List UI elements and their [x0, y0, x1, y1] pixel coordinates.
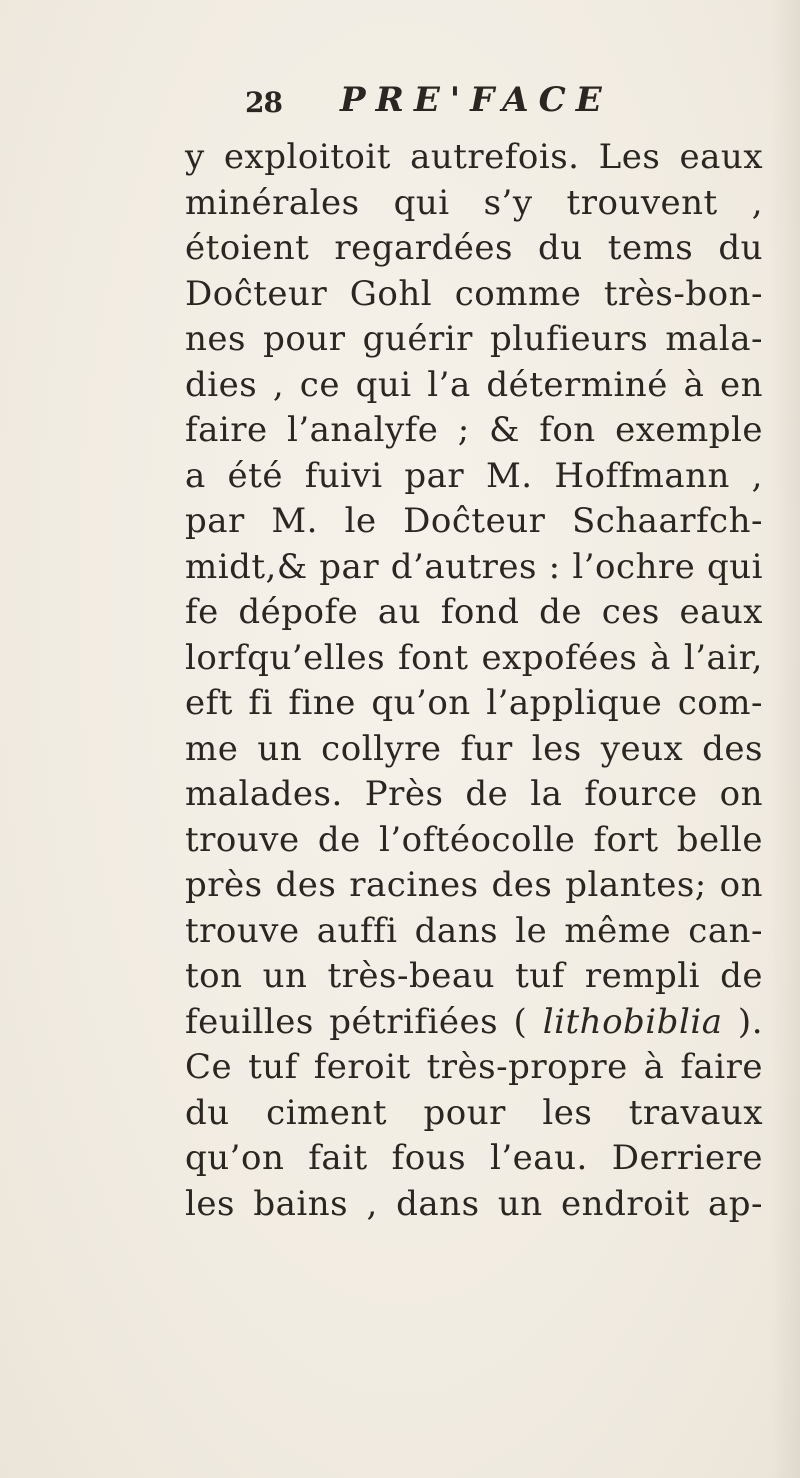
- text-line: dies , ce qui l’a déterminé à en: [185, 364, 763, 405]
- text-line: par M. le Doĉteur Schaarfch-: [185, 501, 763, 541]
- text-line: lorfqu’elles font expofées à l’air,: [185, 637, 763, 678]
- text-line: faire l’analyfe ; & fon exemple: [185, 410, 763, 450]
- italic-term: lithobiblia: [542, 1001, 723, 1042]
- text-segment: feuilles pétrifiées (: [185, 1001, 543, 1042]
- text-line: Doĉteur Gohl comme très-bon-: [185, 273, 763, 314]
- page-header: [245, 78, 645, 128]
- page-number: 28: [245, 86, 282, 119]
- text-line: étoient regardées du tems du: [185, 228, 763, 268]
- text-line: y exploitoit autrefois. Les eaux: [185, 137, 763, 177]
- text-line-with-italic: [185, 1000, 763, 1046]
- text-line: a été fuivi par M. Hoffmann ,: [185, 455, 763, 496]
- text-line: malades. Près de la fource on: [185, 774, 763, 814]
- text-line: nes pour guérir plufieurs mala-: [185, 319, 763, 359]
- text-line: fe dépofe au fond de ces eaux: [185, 592, 763, 632]
- text-line: trouve auffi dans le même can-: [185, 910, 763, 951]
- text-line: me un collyre fur les yeux des: [185, 728, 763, 769]
- text-line: midt,& par d’autres : l’ochre qui: [185, 546, 763, 587]
- text-line: minérales qui s’y trouvent ,: [185, 182, 763, 223]
- text-line: ton un très-beau tuf rempli de: [185, 956, 763, 996]
- text-line: trouve de l’oftéocolle fort belle: [185, 819, 763, 860]
- text-line: les bains , dans un endroit ap-: [185, 1183, 763, 1224]
- text-line: qu’on fait fous l’eau. Derriere: [185, 1138, 763, 1178]
- text-segment: ).: [722, 1001, 763, 1042]
- running-title: PRE'FACE: [340, 80, 612, 120]
- text-line: près des racines des plantes; on: [185, 865, 763, 905]
- body-text: [185, 135, 775, 1227]
- text-line: du ciment pour les travaux: [185, 1092, 763, 1133]
- text-line: eft fi fine qu’on l’applique com-: [185, 683, 763, 723]
- text-line: Ce tuf feroit très-propre à faire: [185, 1047, 763, 1087]
